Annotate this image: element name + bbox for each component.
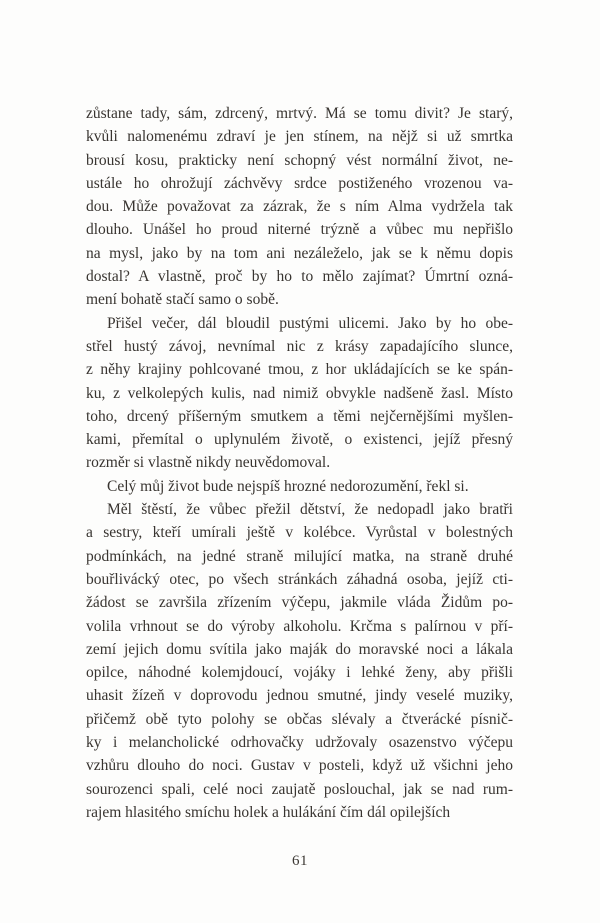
text-line: Celý můj život bude nejspíš hrozné nedorozumění, řekl si.	[107, 477, 469, 495]
text-line: uhasit žízeň v doprovodu jednou smutné, jindy veselé muziky,	[86, 687, 513, 705]
text-line: na mysl, jako by na tom ani nezáleželo, jak se k němu dopis	[86, 244, 513, 262]
text-line: podmínkách, na jedné straně milující matka, na straně druhé	[86, 547, 513, 565]
text-line: dlouho. Unášel ho proud niterné trýzně a vůbec mu nepřišlo	[86, 221, 513, 239]
paragraph	[86, 312, 513, 475]
text-line: ustále ho ohrožují záchvěvy srdce postiženého vrozenou va-	[86, 174, 513, 192]
text-line: mení bohatě stačí samo o sobě.	[86, 291, 279, 309]
text-line: z něhy krajiny pohlcované tmou, z hor ukládajících se ke spán-	[86, 361, 513, 379]
text-line: Přišel večer, dál bloudil pustými ulicemi. Jako by ho obe-	[107, 314, 513, 332]
text-line: kvůli nalomenému zdraví je jen stínem, na nějž si už smrtka	[86, 128, 513, 146]
text-line: a sestry, kteří umírali ještě v kolébce. Vyrůstal v bolestných	[86, 524, 513, 542]
text-line: kami, přemítal o uplynulém životě, o existenci, jejíž přesný	[86, 431, 513, 449]
text-line: dou. Může považovat za zázrak, že s ním Alma vydržela tak	[86, 198, 513, 216]
text-line: dostal? A vlastně, proč by ho to mělo zajímat? Úmrtní ozná-	[86, 268, 513, 286]
text-line: volila vrhnout se do výroby alkoholu. Krčma s palírnou v pří-	[86, 617, 513, 635]
text-line: rajem hlasitého smíchu holek a hulákání čím dál opilejších	[86, 803, 451, 821]
text-line: ku, z velkolepých kulis, nad nimiž obvykle nadšeně žasl. Místo	[86, 384, 513, 402]
text-line: přičemž obě tyto polohy se občas slévaly a čtverácké písnič-	[86, 710, 513, 728]
text-line: Měl štěstí, že vůbec přežil dětství, že nedopadl jako bratři	[107, 501, 513, 519]
text-line: zůstane tady, sám, zdrcený, mrtvý. Má se tomu divit? Je starý,	[86, 105, 513, 122]
text-line: žádost se završila zřízením výčepu, jakmile vláda Židům po-	[86, 594, 513, 612]
text-line: sourozenci spali, celé noci zaujatě poslouchal, jak se nad rum-	[86, 780, 513, 798]
body-text	[86, 102, 513, 824]
paragraph	[86, 498, 513, 824]
text-line: rozměr si vlastně nikdy neuvědomoval.	[86, 454, 331, 472]
paragraph	[86, 102, 513, 312]
page-number: 61	[292, 853, 308, 869]
text-line: toho, drcený příšerným smutkem a těmi nejčernějšími myšlen-	[86, 407, 513, 425]
text-line: střel hustý závoj, nevnímal nic z krásy zapadajícího slunce,	[86, 337, 513, 355]
text-line: vzhůru dlouho do noci. Gustav v posteli, když už všichni jeho	[86, 757, 513, 775]
text-line: bouřlivácký otec, po všech stránkách záhadná osoba, jejíž cti-	[86, 570, 513, 588]
text-line: zemí jejich domu svítila jako maják do moravské noci a lákala	[86, 640, 513, 658]
text-line: ky i melancholické odrhovačky udržovaly osazenstvo výčepu	[86, 734, 513, 752]
paragraph	[86, 475, 513, 498]
text-line: opilce, náhodné kolemjdoucí, vojáky i lehké ženy, aby přišli	[86, 664, 513, 682]
text-line: brousí kosu, prakticky není schopný vést normální život, ne-	[86, 151, 513, 169]
